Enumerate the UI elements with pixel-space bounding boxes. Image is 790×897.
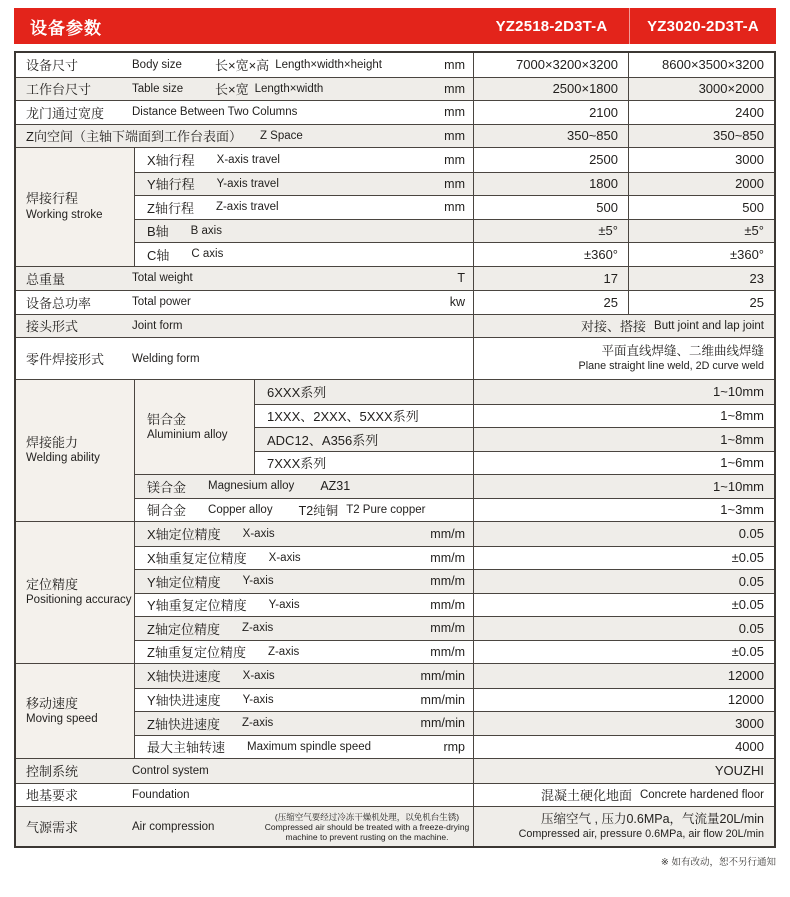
- label-zh: Y轴定位精度: [147, 574, 221, 590]
- section-body: [16, 759, 774, 846]
- air-note-en: Compressed air should be treated with a freeze-drying machine to prevent rusting on the machine.: [264, 821, 470, 842]
- value-model2: ±5°: [744, 223, 764, 239]
- group-label-zh: 移动速度: [26, 695, 79, 711]
- label-zh: 工作台尺寸: [26, 82, 92, 98]
- value-span-text: 3000: [735, 715, 764, 731]
- table-row: [135, 148, 774, 172]
- row-label: [135, 173, 474, 196]
- value-span-text: ±0.05: [731, 550, 764, 566]
- row-label: [135, 196, 474, 219]
- value-span-text: 0.05: [738, 573, 764, 589]
- label-en: Y-axis: [242, 693, 274, 706]
- label-zh: Y轴重复定位精度: [147, 598, 247, 614]
- label-zh: Z轴快进速度: [147, 716, 220, 732]
- table-row: [135, 593, 774, 617]
- label-zh: 7XXX系列: [267, 456, 327, 472]
- table-row: [135, 172, 774, 196]
- row-label: [255, 452, 474, 475]
- label-en: Body size: [132, 58, 182, 71]
- row-label: [135, 712, 474, 735]
- value-span: [474, 807, 774, 846]
- value-line-zh: 平面直线焊缝、二维曲线焊缝: [601, 343, 764, 358]
- value-cell-model1: [474, 125, 628, 148]
- label-en: Welding form: [132, 352, 200, 365]
- value-span: [474, 499, 774, 522]
- value-model1: ±360°: [583, 246, 618, 262]
- row-label: [135, 499, 474, 522]
- label-zh: 龙门通过宽度: [26, 105, 105, 121]
- group-label-zh: 焊接行程: [26, 191, 79, 207]
- value-span-text: 1~8mm: [720, 408, 764, 424]
- label-en: X-axis: [242, 669, 275, 682]
- label-zh: Y轴快进速度: [147, 693, 221, 709]
- table-row: [16, 100, 774, 124]
- table-row: [135, 195, 774, 219]
- section-body: [135, 380, 774, 521]
- value-cell-model1: [474, 78, 628, 101]
- value-span: [474, 452, 774, 475]
- row-unit: mm: [444, 176, 465, 191]
- row-label: [135, 594, 474, 617]
- row-unit: mm/m: [430, 550, 465, 565]
- label-en: Joint form: [132, 319, 183, 332]
- value-model2: 25: [749, 294, 764, 310]
- value-line-zh: 压缩空气 , 压力0.6MPa，气流量20L/min: [541, 811, 764, 826]
- value-model2: 2400: [735, 104, 764, 120]
- table-section: [16, 379, 774, 521]
- label-en: Z-axis: [241, 717, 274, 730]
- value-cell-model2: [628, 101, 774, 124]
- group-label-en: Moving speed: [26, 712, 98, 725]
- row-label: [135, 689, 474, 712]
- label-en: Z-axis: [241, 622, 274, 635]
- value-cell-model2: [628, 267, 774, 291]
- label-en: Distance Between Two Columns: [132, 106, 298, 119]
- value-span: [474, 784, 774, 807]
- row-label: [135, 522, 474, 546]
- value-model1: 2500: [589, 152, 618, 168]
- value-span: [474, 712, 774, 735]
- table-section: [16, 53, 774, 147]
- label-en: Magnesium alloy: [208, 480, 295, 493]
- value-model1: 2100: [589, 104, 618, 120]
- label-zh: 接头形式: [26, 319, 79, 335]
- table-row: [16, 806, 774, 846]
- label-en2: Length×width: [254, 82, 324, 95]
- value-span: [474, 736, 774, 759]
- row-unit: T: [457, 271, 465, 286]
- group-label: [16, 380, 135, 521]
- label-en: Z Space: [259, 129, 303, 142]
- value-span: [474, 594, 774, 617]
- value-cell-model2: [628, 125, 774, 148]
- air-note: [248, 811, 486, 841]
- value-span-text: 1~6mm: [720, 455, 764, 471]
- value-span-text: ±0.05: [731, 644, 764, 660]
- table-row: [135, 664, 774, 688]
- table-section: [16, 147, 774, 266]
- value-span: [474, 338, 774, 379]
- label-zh: X轴快进速度: [147, 669, 221, 685]
- value-span: [474, 617, 774, 640]
- table-section: [16, 521, 774, 663]
- group-label-zh: 焊接能力: [26, 435, 79, 451]
- value-cell-model2: [628, 173, 774, 196]
- label-zh: 气源需求: [26, 820, 79, 835]
- section-body: [135, 664, 774, 758]
- value-model1: 17: [603, 270, 618, 286]
- value-span-text: 0.05: [738, 526, 764, 542]
- row-label: [135, 617, 474, 640]
- value-cell-model2: [628, 291, 774, 314]
- label-zh: 铜合金: [147, 503, 187, 519]
- label-en: Z-axis: [267, 645, 300, 658]
- row-label: [16, 315, 474, 338]
- value-model2: ±360°: [729, 246, 764, 262]
- value-cell-model1: [474, 173, 628, 196]
- row-label: [135, 641, 474, 664]
- row-label: [135, 664, 474, 688]
- model-column-1: YZ2518-2D3T-A: [495, 17, 608, 35]
- row-label: [135, 736, 474, 759]
- table-row: [135, 219, 774, 243]
- table-section: [16, 266, 774, 380]
- table-row: [255, 451, 774, 475]
- row-label: [16, 125, 474, 148]
- value-span: [474, 547, 774, 570]
- label-zh: X轴重复定位精度: [147, 551, 247, 567]
- page-title: 设备参数: [30, 18, 102, 38]
- value-model2: 3000×2000: [698, 81, 764, 97]
- table-row: [135, 498, 774, 522]
- label-en: Control system: [132, 764, 209, 777]
- value-span-text: 0.05: [738, 620, 764, 636]
- row-unit: kw: [449, 295, 465, 310]
- label-zh2: T2纯铜: [298, 503, 339, 518]
- table-row: [255, 404, 774, 428]
- row-label: [16, 291, 474, 314]
- value-cell-model2: [628, 243, 774, 266]
- table-row: [135, 735, 774, 759]
- row-label: [16, 267, 474, 291]
- value-model1: 7000×3200×3200: [516, 57, 618, 73]
- value-span: [474, 689, 774, 712]
- value-cell-model1: [474, 196, 628, 219]
- label-zh: C轴: [147, 247, 170, 263]
- row-label: [135, 220, 474, 243]
- label-zh: 镁合金: [147, 479, 187, 495]
- footer-note: ※ 如有改动，恕不另行通知: [660, 857, 776, 868]
- value-cell-model2: [628, 220, 774, 243]
- value-cell-model2: [628, 78, 774, 101]
- value-model1: 500: [596, 199, 618, 215]
- row-unit: mm: [444, 152, 465, 167]
- subgroup-label: [135, 380, 255, 474]
- value-span-text: ±0.05: [731, 597, 764, 613]
- label-zh: Z轴重复定位精度: [147, 645, 246, 661]
- value-model1: ±5°: [598, 223, 618, 239]
- table-row: [135, 616, 774, 640]
- value-cell-model2: [628, 148, 774, 172]
- label-zh: 零件焊接形式: [26, 352, 105, 367]
- value-model1: 2500×1800: [552, 81, 618, 97]
- label-en2: T2 Pure copper: [346, 503, 426, 516]
- value-span: [474, 641, 774, 664]
- label-zh: 设备总功率: [26, 295, 92, 311]
- row-label: [255, 405, 474, 428]
- value-span: [474, 522, 774, 546]
- value-span: [474, 664, 774, 688]
- group-label-en: Working stroke: [26, 208, 103, 221]
- value-model2: 500: [742, 199, 764, 215]
- label-en: X-axis: [242, 527, 275, 540]
- row-unit: mm/m: [430, 574, 465, 589]
- table-row: [255, 380, 774, 404]
- section-body: [135, 148, 774, 266]
- row-unit: mm/m: [430, 621, 465, 636]
- value-span-text: 1~10mm: [713, 478, 764, 494]
- table-section: [16, 663, 774, 758]
- row-label: [16, 338, 474, 379]
- row-unit: mm/min: [420, 668, 465, 683]
- label-en: Copper alloy: [208, 503, 273, 516]
- label-en: Air compression: [132, 820, 215, 833]
- table-row: [135, 711, 774, 735]
- table-row: [16, 314, 774, 338]
- model-column-2: YZ3020-2D3T-A: [647, 17, 759, 35]
- label-zh2: AZ31: [320, 479, 351, 494]
- value-model2: 8600×3500×3200: [662, 57, 764, 73]
- table-row: [16, 783, 774, 807]
- value-span: [474, 570, 774, 593]
- value-model2: 350~850: [713, 128, 764, 144]
- section-body: [16, 267, 774, 380]
- table-row: [16, 77, 774, 101]
- value-cell-model2: [628, 53, 774, 77]
- value-span: [474, 315, 774, 338]
- table-section: [16, 758, 774, 846]
- label-en: B axis: [190, 224, 222, 237]
- label-zh: 地基要求: [26, 788, 79, 804]
- value-model2: 2000: [735, 176, 764, 192]
- table-row: [16, 290, 774, 314]
- row-label: [135, 570, 474, 593]
- value-span-text: 1~8mm: [720, 431, 764, 447]
- row-label: [135, 148, 474, 172]
- table-row: [135, 242, 774, 266]
- air-note-zh: (压缩空气要经过冷冻干燥机处理，以免机台生锈): [274, 811, 460, 822]
- table-row: [16, 267, 774, 291]
- value-span: [474, 759, 774, 783]
- label-zh: Z向空间（主轴下端面到工作台表面）: [26, 129, 242, 145]
- row-unit: mm: [444, 105, 465, 120]
- label-zh: X轴行程: [147, 153, 195, 169]
- label-en: Total weight: [132, 272, 193, 285]
- group-label-en: Welding ability: [26, 452, 100, 465]
- table-row: [16, 759, 774, 783]
- value-cell-model1: [474, 53, 628, 77]
- value-zh: 对接、搭接: [581, 319, 647, 335]
- row-label: [16, 784, 474, 807]
- value-cell-model1: [474, 220, 628, 243]
- value-span: [474, 475, 774, 498]
- section-body: [135, 522, 774, 663]
- label-en: Z-axis travel: [215, 201, 279, 214]
- value-en: Concrete hardened floor: [639, 788, 764, 801]
- value-span-text: 1~3mm: [720, 502, 764, 518]
- value-en: Butt joint and lap joint: [654, 319, 764, 332]
- row-unit: mm: [444, 200, 465, 215]
- row-unit: mm/min: [420, 692, 465, 707]
- label-en: C axis: [191, 248, 224, 261]
- row-unit: mm/m: [430, 644, 465, 659]
- table-row: [135, 522, 774, 546]
- table-row: [16, 53, 774, 77]
- section-body: [16, 53, 774, 147]
- group-label-en: Positioning accuracy: [26, 594, 132, 607]
- label-zh: Z轴定位精度: [147, 621, 220, 637]
- row-label: [16, 78, 474, 101]
- value-model1: 350~850: [567, 128, 618, 144]
- label-zh: 最大主轴转速: [147, 740, 226, 756]
- value-cell-model1: [474, 291, 628, 314]
- value-span: [474, 380, 774, 404]
- label-en: Maximum spindle speed: [247, 740, 372, 753]
- label-en: Foundation: [132, 788, 190, 801]
- table-row: [16, 337, 774, 379]
- row-unit: mm: [444, 128, 465, 143]
- row-label: [135, 547, 474, 570]
- row-label: [135, 243, 474, 266]
- label-zh2: 长×宽: [215, 82, 249, 98]
- value-span: [474, 428, 774, 451]
- label-zh: B轴: [147, 224, 169, 240]
- value-span: [474, 405, 774, 428]
- table-row: [135, 569, 774, 593]
- value-cell-model1: [474, 267, 628, 291]
- table-row: [16, 124, 774, 148]
- value-line-en: Plane straight line weld, 2D curve weld: [578, 359, 764, 372]
- subgroup-label-en: Aluminium alloy: [147, 428, 228, 441]
- value-span-text: 4000: [735, 739, 764, 755]
- row-label: [16, 759, 474, 783]
- label-zh: Z轴行程: [147, 200, 194, 216]
- value-model1: 25: [603, 294, 618, 310]
- row-label: [16, 53, 474, 77]
- group-label-zh: 定位精度: [26, 577, 79, 593]
- label-zh: Y轴行程: [147, 177, 195, 193]
- table-row: [135, 474, 774, 498]
- row-label: [135, 475, 474, 498]
- label-en: Y-axis travel: [216, 177, 279, 190]
- table-row: [135, 546, 774, 570]
- value-cell-model1: [474, 243, 628, 266]
- label-en2: Length×width×height: [275, 58, 382, 71]
- value-model1: 1800: [589, 176, 618, 192]
- label-en: X-axis: [268, 551, 301, 564]
- value-line-en: Compressed air, pressure 0.6MPa, air flow 20L/min: [518, 827, 764, 840]
- value-cell-model1: [474, 101, 628, 124]
- label-en: Y-axis: [268, 598, 300, 611]
- row-unit: mm/min: [420, 716, 465, 731]
- group-label: [16, 148, 135, 266]
- value-span-text: 12000: [727, 668, 764, 684]
- alloy-subsection: [135, 380, 774, 474]
- value-model2: 3000: [735, 152, 764, 168]
- value-span-text: YOUZHI: [714, 763, 764, 779]
- value-span-text: 12000: [727, 692, 764, 708]
- row-unit: mm: [444, 81, 465, 96]
- group-label: [16, 664, 135, 758]
- label-en: Y-axis: [242, 575, 274, 588]
- row-label: [16, 807, 474, 846]
- label-zh: 6XXX系列: [267, 385, 327, 401]
- label-zh: X轴定位精度: [147, 527, 221, 543]
- label-zh: 控制系统: [26, 764, 79, 780]
- subgroup-label-zh: 铝合金: [147, 411, 187, 427]
- value-model2: 23: [749, 270, 764, 286]
- value-span-text: 1~10mm: [713, 384, 764, 400]
- spec-banner: [14, 8, 776, 44]
- label-zh: 总重量: [26, 271, 66, 287]
- label-zh: 1XXX、2XXX、5XXX系列: [267, 409, 419, 425]
- label-en: X-axis travel: [216, 153, 280, 166]
- row-label: [255, 380, 474, 404]
- group-label: [16, 522, 135, 663]
- row-unit: rmp: [443, 739, 465, 754]
- table-row: [135, 640, 774, 664]
- label-zh: 设备尺寸: [26, 58, 79, 74]
- label-en: Total power: [132, 296, 191, 309]
- spec-table: [14, 51, 776, 848]
- row-label: [255, 428, 474, 451]
- label-en: Table size: [132, 82, 184, 95]
- value-cell-model2: [628, 196, 774, 219]
- value-cell-model1: [474, 148, 628, 172]
- subgroup-rows: [255, 380, 774, 474]
- value-zh: 混凝土硬化地面: [540, 788, 632, 804]
- row-unit: mm: [444, 57, 465, 72]
- label-zh2: 长×宽×高: [215, 58, 270, 74]
- row-unit: mm/m: [430, 597, 465, 612]
- table-row: [135, 688, 774, 712]
- row-unit: mm/m: [430, 526, 465, 541]
- label-zh: ADC12、A356系列: [267, 432, 379, 448]
- row-label: [16, 101, 474, 124]
- table-row: [255, 427, 774, 451]
